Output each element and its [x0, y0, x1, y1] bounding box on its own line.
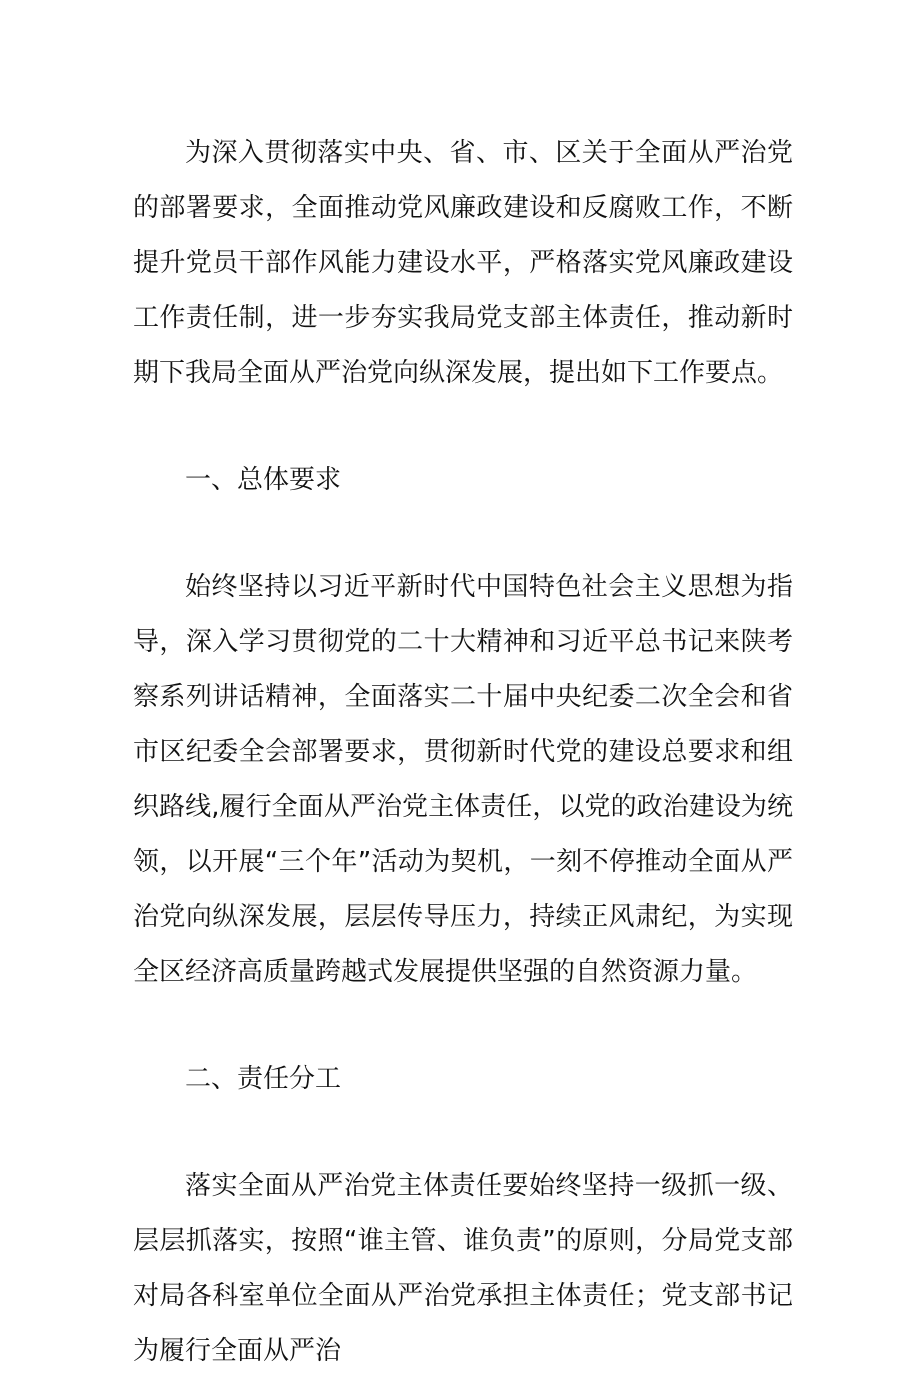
section-heading-overall-requirements: 一、总体要求 [185, 465, 342, 495]
overall-requirements-paragraph: 始终坚持以习近平新时代中国特色社会主义思想为指导，深入学习贯彻党的二十大精神和习近平总书记来陕考察系列讲话精神，全面落实二十届中央纪委二次全会和省市区纪委全会部署要求，贯彻新时代党的建设总要求和组织路线,履行全面从严治党主体责任，以党的政治建设为统领，以开展“三个年”活动为契机，一刻不停推动全面从严治党向纵深发展，层层传导压力，持续正风肃纪，为实现全区经济高质量跨越式发展提供坚强的自然资源力量。 [133, 572, 793, 987]
responsibility-division-paragraph: 落实全面从严治党主体责任要始终坚持一级抓一级、层层抓落实，按照“谁主管、谁负责”的原则，分局党支部对局各科室单位全面从严治党承担主体责任；党支部书记为履行全面从严治 [133, 1171, 793, 1366]
section-heading-responsibility-division: 二、责任分工 [185, 1064, 342, 1094]
document-body [133, 126, 793, 1379]
intro-paragraph: 为深入贯彻落实中央、省、市、区关于全面从严治党的部署要求，全面推动党风廉政建设和反腐败工作，不断提升党员干部作风能力建设水平，严格落实党风廉政建设工作责任制，进一步夯实我局党支部主体责任，推动新时期下我局全面从严治党向纵深发展，提出如下工作要点。 [133, 138, 793, 388]
